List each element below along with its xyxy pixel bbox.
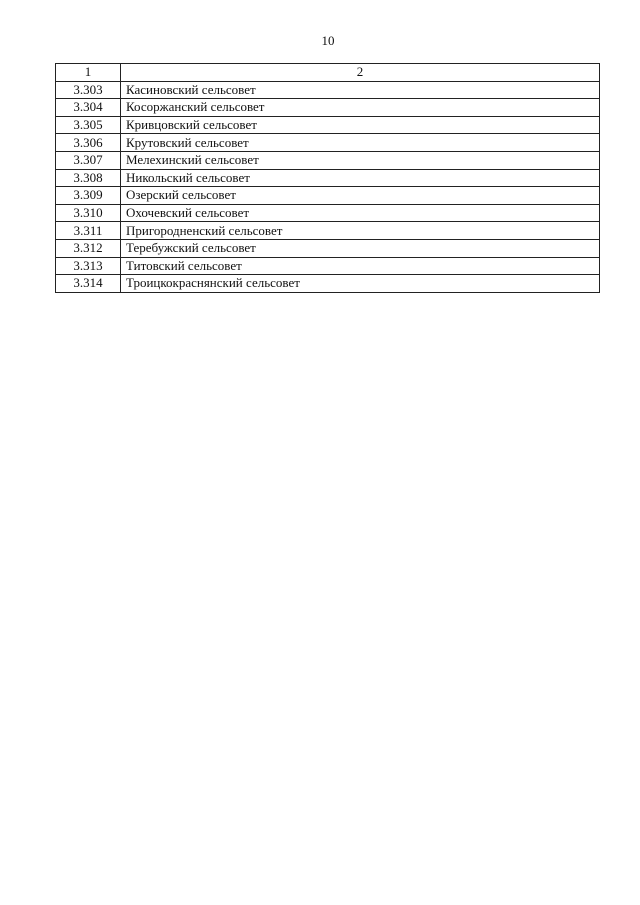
row-name: Озерский сельсовет — [121, 187, 600, 205]
row-code: 3.310 — [56, 204, 121, 222]
column-header-number: 1 — [56, 64, 121, 82]
row-name: Пригородненский сельсовет — [121, 222, 600, 240]
row-name: Охочевский сельсовет — [121, 204, 600, 222]
table-row — [56, 169, 600, 187]
row-code: 3.305 — [56, 116, 121, 134]
table-row — [56, 222, 600, 240]
row-name: Крутовский сельсовет — [121, 134, 600, 152]
row-name: Теребужский сельсовет — [121, 239, 600, 257]
column-header-name: 2 — [121, 64, 600, 82]
table-row — [56, 275, 600, 293]
row-code: 3.311 — [56, 222, 121, 240]
row-code: 3.308 — [56, 169, 121, 187]
row-code: 3.309 — [56, 187, 121, 205]
row-name: Троицкокраснянский сельсовет — [121, 275, 600, 293]
row-code: 3.307 — [56, 151, 121, 169]
row-name: Касиновский сельсовет — [121, 81, 600, 99]
row-code: 3.304 — [56, 99, 121, 117]
row-name: Никольский сельсовет — [121, 169, 600, 187]
table-row — [56, 81, 600, 99]
page-number: 10 — [321, 33, 335, 48]
document-table — [55, 63, 600, 293]
table-row — [56, 187, 600, 205]
row-code: 3.314 — [56, 275, 121, 293]
row-name: Титовский сельсовет — [121, 257, 600, 275]
row-name: Мелехинский сельсовет — [121, 151, 600, 169]
row-name: Косоржанский сельсовет — [121, 99, 600, 117]
table-row — [56, 151, 600, 169]
table-row — [56, 134, 600, 152]
row-code: 3.313 — [56, 257, 121, 275]
table-row — [56, 116, 600, 134]
table-row — [56, 239, 600, 257]
table-row — [56, 99, 600, 117]
row-code: 3.312 — [56, 239, 121, 257]
table-header-row — [56, 64, 600, 82]
row-code: 3.303 — [56, 81, 121, 99]
row-code: 3.306 — [56, 134, 121, 152]
table-row — [56, 204, 600, 222]
table-row — [56, 257, 600, 275]
row-name: Кривцовский сельсовет — [121, 116, 600, 134]
